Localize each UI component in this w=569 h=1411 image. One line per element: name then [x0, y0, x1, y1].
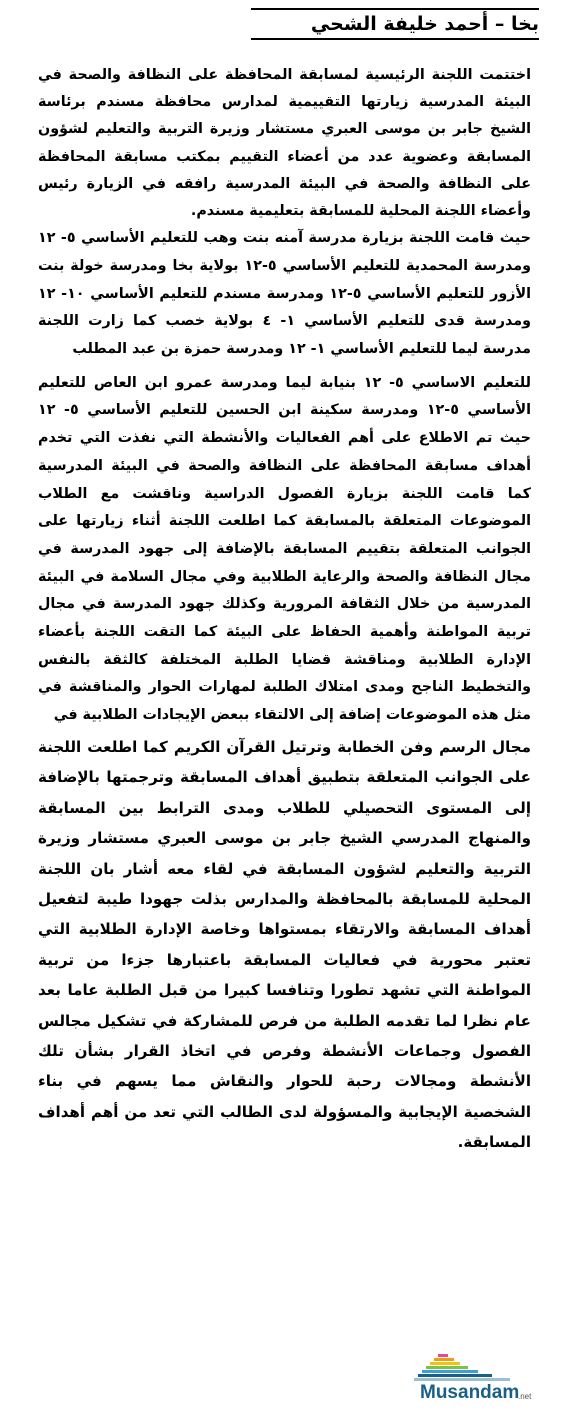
- article-paragraph-4: مجال الرسم وفن الخطابة وترتيل القرآن الكريم كما اطلعت اللجنة على الجوانب المتعلقة بتطبيق أهداف المسابقة وترجمتها بالإضافة إلى المستوى التحصيلي للطلاب ومدى الترابط بين المسابقة والمنهاج المدرسي الشيخ جابر بن موسى العبري مستشار وزيرة التربية والتعليم لشؤون المسابقة في لقاء معه أشار بان اللجنة المحلية للمسابقة بالمحافظة والمدارس بذلت جهودا طيبة لتفعيل أهداف المسابقة والارتقاء بمستواها وخاصة الإدارة الطلابية التي تعتبر محورية في فعاليات المسابقة باعتبارها جزءا من تربية المواطنة التي تشهد تطورا وتنافسا كبيرا من قبل الطلبة عاما بعد عام نظرا لما تقدمه الطلبة من فرص للمشاركة في تشكيل مجالس الفصول وجماعات الأنشطة وفرص في اتخاذ القرار بشأن تلك الأنشطة ومجالات رحبة للحوار والنقاش مما يسهم في بناء الشخصية الإيجابية والمسؤولة لدى الطالب التي تعد من أهم أهداف المسابقة.: [38, 737, 531, 1152]
- logo-domain-suffix: .net: [518, 1392, 532, 1401]
- article-paragraph-1: اختتمت اللجنة الرئيسية لمسابقة المحافظة على النظافة والصحة في البيئة المدرسية زيارتها التقييمية لمدارس محافظة مسندم برئاسة الشيخ جابر بن موسى العبري مستشار وزيرة التربية والتعليم لشؤون المسابقة وعضوية عدد من أعضاء التقييم بمكتب مسابقة المحافظة على النظافة والصحة في البيئة المدرسية رافقه في الزيارة رئيس وأعضاء اللجنة المحلية للمسابقة بتعليمية مسندم.: [38, 67, 531, 220]
- logo-wordmark: Musandam: [420, 1382, 520, 1403]
- article-body: [38, 62, 531, 1158]
- article-byline: بخا – أحمد خليفة الشحي: [251, 8, 539, 40]
- musandam-watermark-logo: [412, 1352, 542, 1408]
- article-paragraph-2: حيث قامت اللجنة بزيارة مدرسة آمنه بنت وهب للتعليم الأساسي ٥- ١٢ ومدرسة المحمدية للتعليم الأساسي ٥-١٢ بولاية بخا ومدرسة خولة بنت الأزور للتعليم الأساسي ٥-١٢ ومدرسة مسندم للتعليم الأساسي ١٠- ١٢ ومدرسة قدى للتعليم الأساسي ١- ٤ بولاية خصب كما زارت اللجنة مدرسة ليما للتعليم الأساسي ١- ١٢ ومدرسة حمزة بن عبد المطلب: [38, 230, 532, 358]
- logo-mark-icon: [412, 1352, 542, 1386]
- article-paragraph-3: للتعليم الاساسي ٥- ١٢ بنيابة ليما ومدرسة عمرو ابن العاص للتعليم الأساسي ٥-١٢ ومدرسة سكينة ابن الحسين للتعليم الأساسي ٥- ١٢ حيث تم الاطلاع على أهم الفعاليات والأنشطة التي نفذت التي تخدم أهداف مسابقة المحافظة على النظافة والصحة في البيئة المدرسية كما قامت اللجنة بزيارة الفصول الدراسية وناقشت مع الطلاب الموضوعات المتعلقة بالمسابقة كما اطلعت اللجنة أثناء زيارتها على الجوانب المتعلقة بتقييم المسابقة بالإضافة إلى جهود المدرسة في مجال النظافة والصحة والرعاية الطلابية وفي مجال السلامة في البيئة المدرسية من خلال الثقافة المرورية وكذلك جهود المدرسة في مجال تربية المواطنة وأهمية الحفاظ على البيئة كما التقت اللجنة بأعضاء الإدارة الطلابية ومناقشة قضايا الطلبة المختلفة كالثقة بالنفس والتخطيط الناجح ومدى امتلاك الطلبة لمهارات الحوار والمناقشة في مثل هذه الموضوعات إضافة إلى الالتقاء ببعض الإيجادات الطلابية في: [38, 374, 532, 724]
